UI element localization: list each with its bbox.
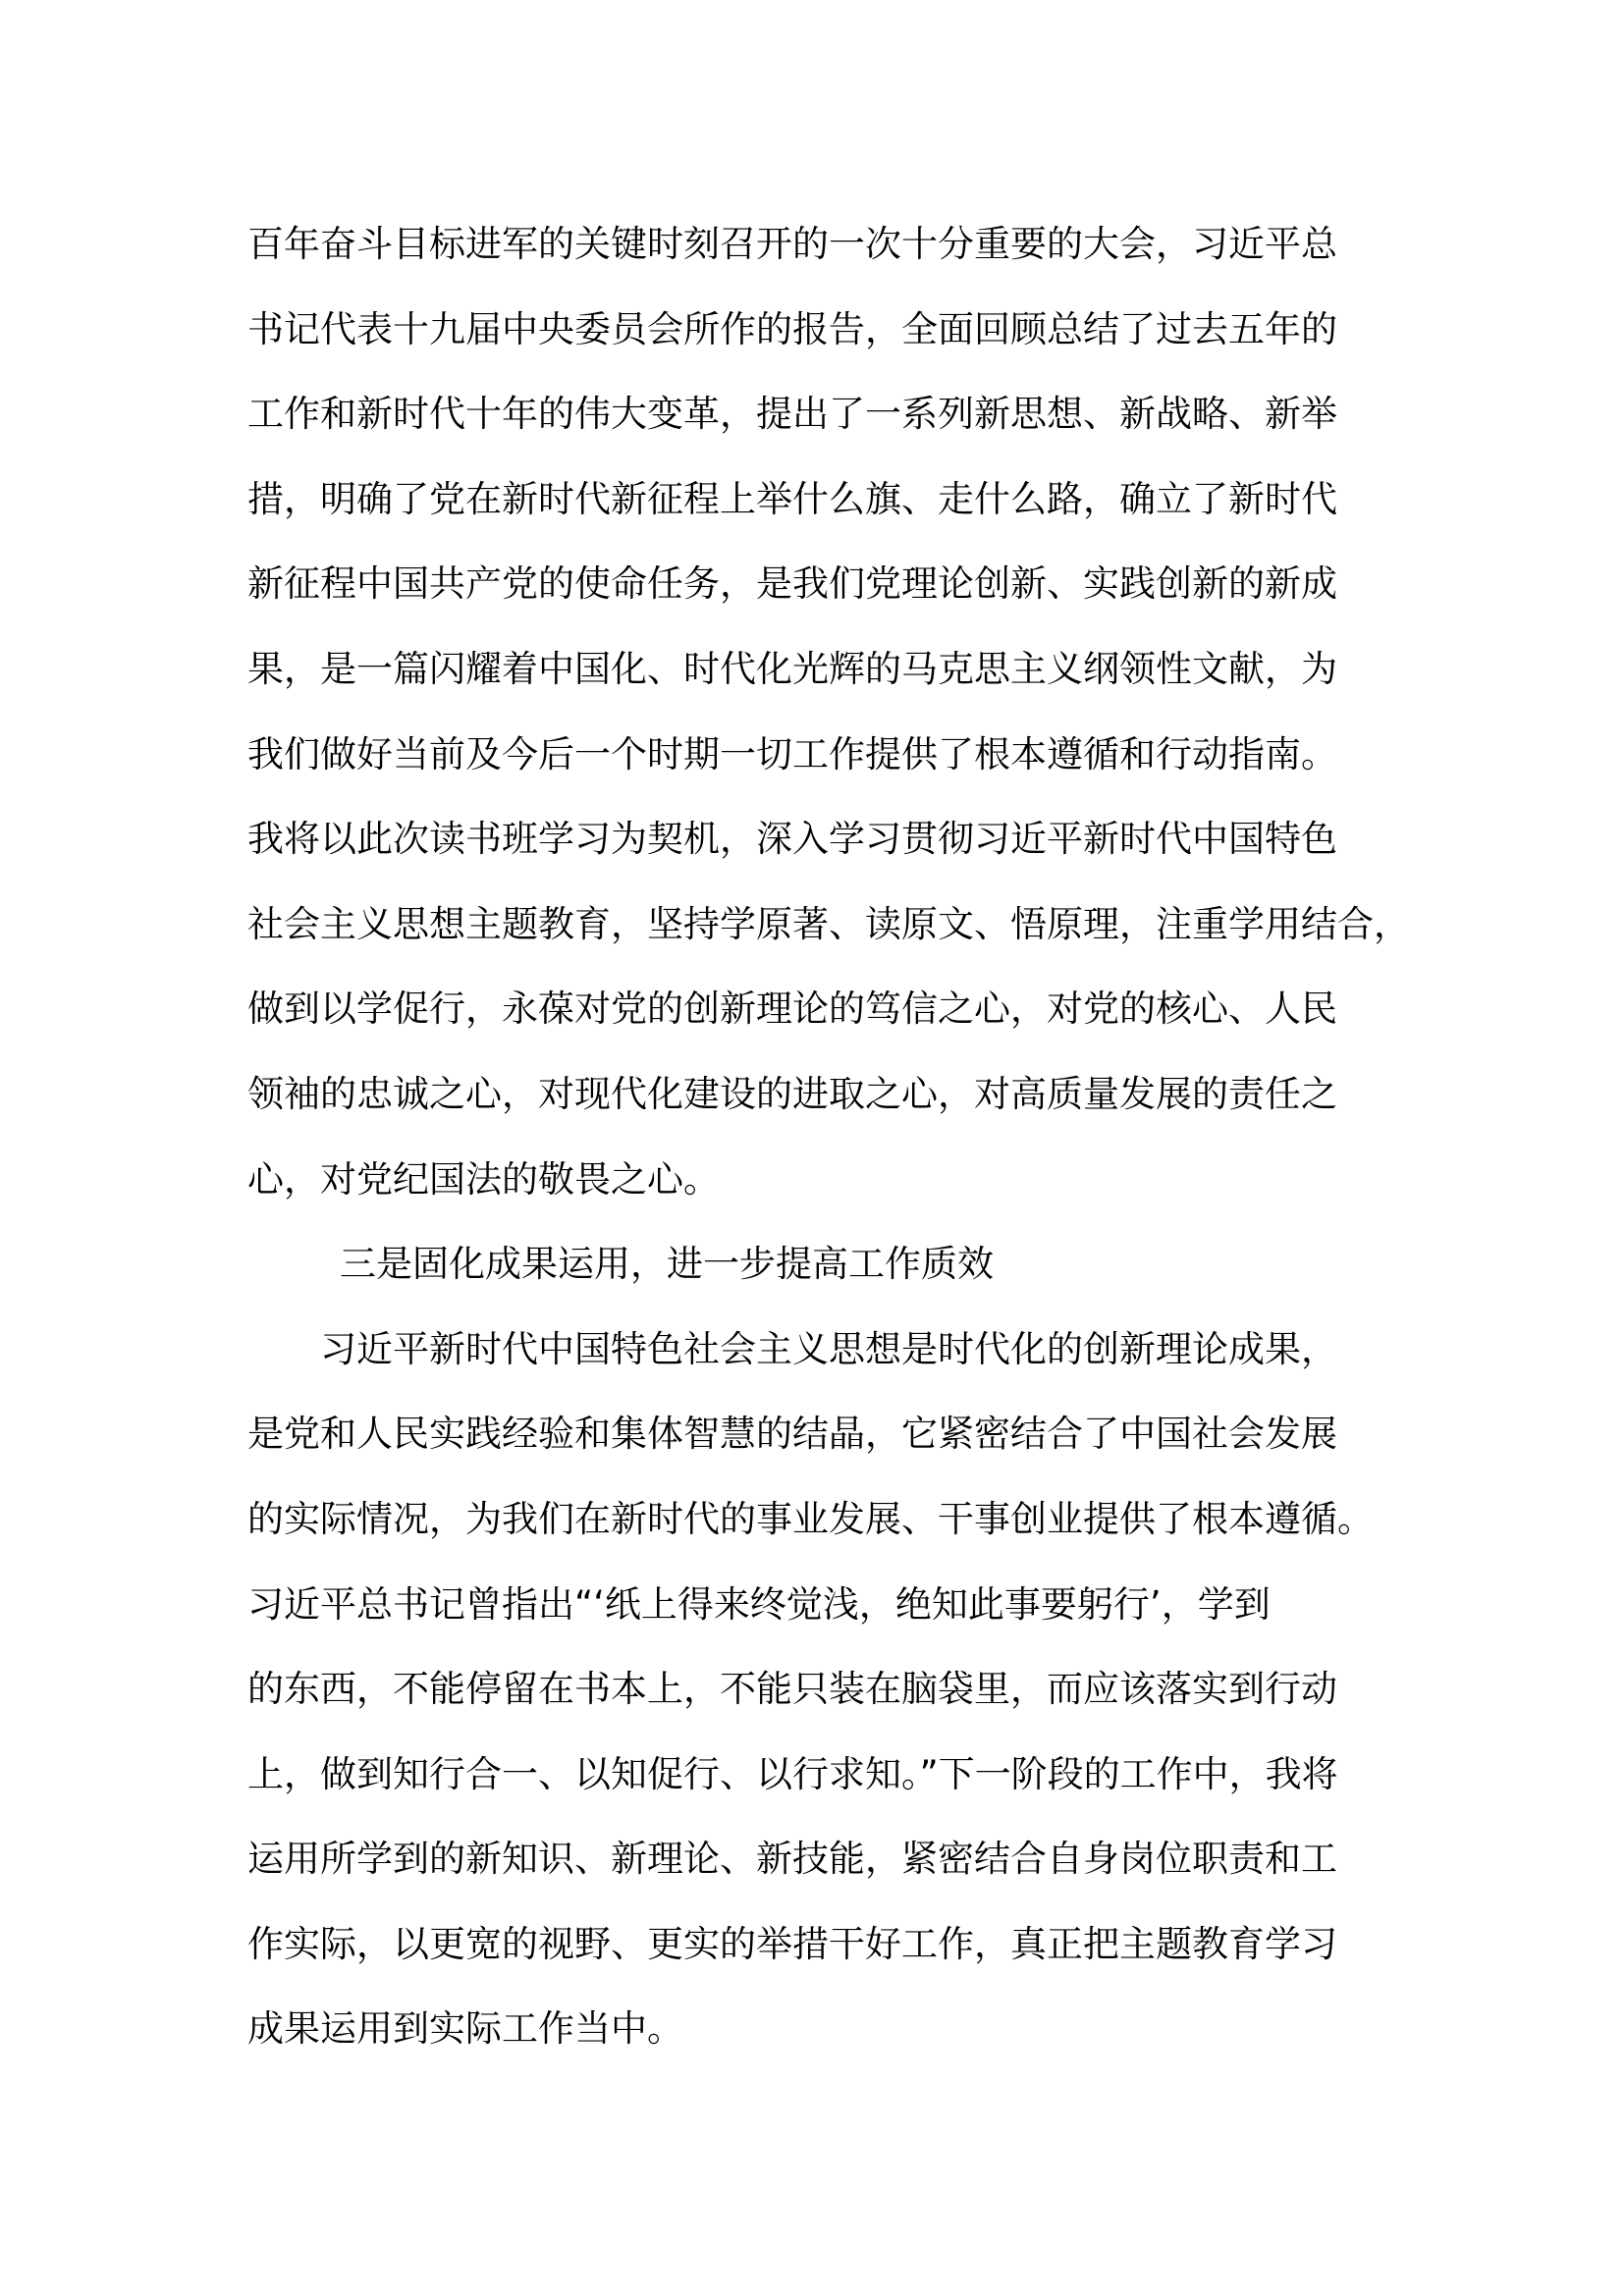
text-line: 工作和新时代十年的伟大变革，提出了一系列新思想、新战略、新举 — [247, 393, 1337, 436]
text-line: 我将以此次读书班学习为契机，深入学习贯彻习近平新时代中国特色 — [247, 818, 1337, 861]
document-body — [247, 202, 1410, 2072]
text-line: 是党和人民实践经验和集体智慧的结晶，它紧密结合了中国社会发展 — [247, 1413, 1337, 1456]
text-line: 习近平新时代中国特色社会主义思想是时代化的创新理论成果， — [320, 1327, 1337, 1370]
text-line: 果，是一篇闪耀着中国化、时代化光辉的马克思主义纲领性文献，为 — [247, 647, 1337, 690]
text-line: 领袖的忠诚之心，对现代化建设的进取之心，对高质量发展的责任之 — [247, 1072, 1337, 1115]
text-line: 运用所学到的新知识、新理论、新技能，紧密结合自身岗位职责和工 — [247, 1838, 1337, 1881]
text-line: 的东西，不能停留在书本上，不能只装在脑袋里，而应该落实到行动 — [247, 1668, 1337, 1711]
text-line: 作实际，以更宽的视野、更实的举措干好工作，真正把主题教育学习 — [247, 1922, 1337, 1965]
text-line: 措，明确了党在新时代新征程上举什么旗、走什么路，确立了新时代 — [247, 477, 1337, 520]
text-line: 新征程中国共产党的使命任务，是我们党理论创新、实践创新的新成 — [247, 562, 1337, 606]
text-line: 心，对党纪国法的敬畏之心。 — [247, 1157, 720, 1201]
text-line: 成果运用到实际工作当中。 — [247, 2007, 683, 2051]
text-line: 书记代表十九届中央委员会所作的报告，全面回顾总结了过去五年的 — [247, 307, 1337, 350]
section-heading: 三是固化成果运用，进一步提高工作质效 — [340, 1243, 994, 1286]
text-line: 做到以学促行，永葆对党的创新理论的笃信之心，对党的核心、人民 — [247, 988, 1337, 1031]
text-line: 社会主义思想主题教育，坚持学原著、读原文、悟原理，注重学用结合， — [247, 902, 1410, 945]
text-line: 上，做到知行合一、以知促行、以行求知。”下一阶段的工作中，我将 — [247, 1752, 1338, 1795]
text-line: 习近平总书记曾指出“‘纸上得来终觉浅，绝知此事要躬行’，学到 — [247, 1582, 1271, 1626]
text-line: 我们做好当前及今后一个时期一切工作提供了根本遵循和行动指南。 — [247, 732, 1337, 775]
text-line: 百年奋斗目标进军的关键时刻召开的一次十分重要的大会，习近平总 — [247, 223, 1337, 265]
text-line: 的实际情况，为我们在新时代的事业发展、干事创业提供了根本遵循。 — [247, 1497, 1374, 1540]
